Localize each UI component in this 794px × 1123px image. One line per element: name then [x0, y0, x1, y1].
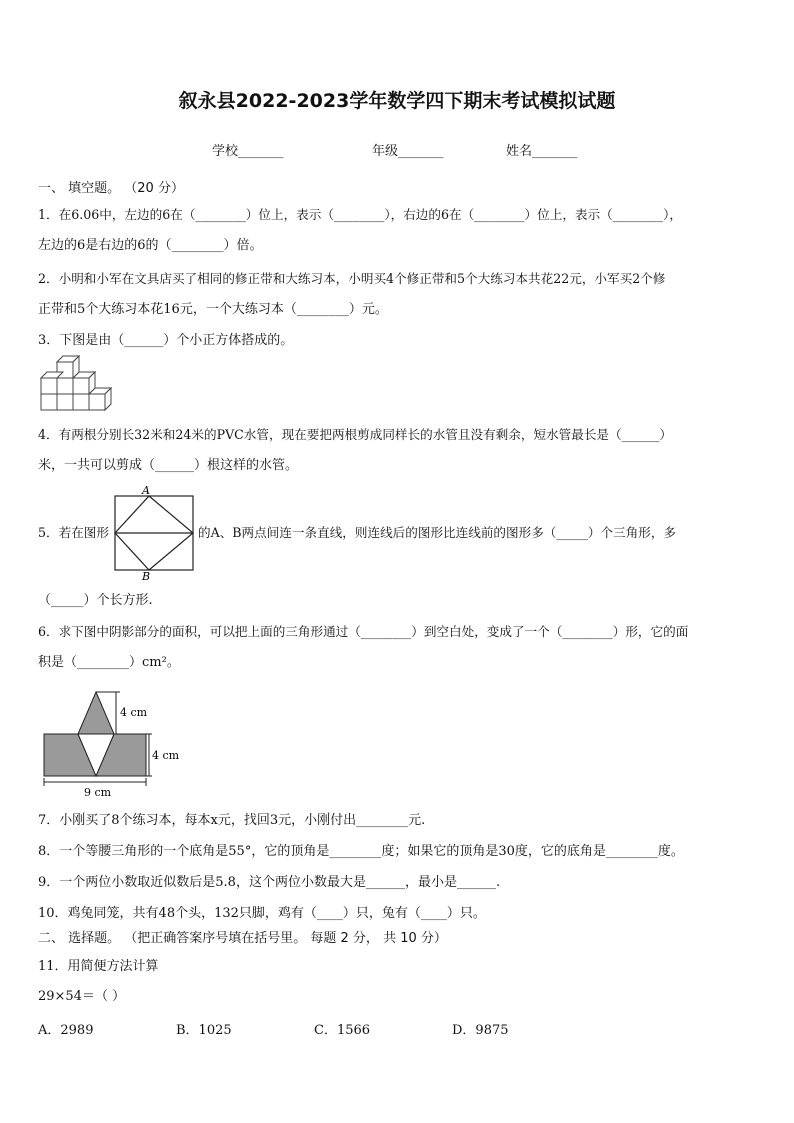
section-1-heading: 一、 填空题。 （20 分）: [38, 181, 184, 196]
question-2-line-2: 正带和5个大练习本花16元，一个大练习本（________）元。: [38, 302, 388, 317]
question-4-line-1: 4．有两根分别长32米和24米的PVC水管，现在要把两根剪成同样长的水管且没有剩余，短水管最长是（______）: [38, 427, 672, 442]
question-2-line-1: 2．小明和小军在文具店买了相同的修正带和大练习本，小明买4个修正带和5个大练习本共花22元，小军买2个修: [38, 271, 666, 286]
question-8: 8．一个等腰三角形的一个底角是55°，它的顶角是________度；如果它的顶角是30度，它的底角是________度。: [38, 844, 684, 859]
label-a: A: [142, 484, 150, 497]
question-3: 3．下图是由（______）个小正方体搭成的。: [38, 333, 294, 348]
question-1-line-1: 1．在6.06中，左边的6在（________）位上，表示（________），右边的6在（________）位上，表示（________），: [38, 207, 682, 222]
question-11-expression: 29×54＝（ ）: [38, 989, 126, 1004]
question-7: 7．小刚买了8个练习本，每本x元，找回3元，小刚付出________元.: [38, 813, 426, 828]
label-b: B: [142, 570, 151, 583]
question-1-line-2: 左边的6是右边的6的（________）倍。: [38, 238, 263, 253]
cube-stack-figure: [38, 358, 118, 418]
question-4-line-2: 米，一共可以剪成（______）根这样的水管。: [38, 458, 299, 473]
dim-side-label: 4 cm: [152, 749, 180, 762]
question-5-line-2: （_____）个长方形.: [38, 593, 153, 608]
section-2-heading: 二、 选择题。 （把正确答案序号填在括号里。 每题 2 分， 共 10 分）: [38, 931, 447, 946]
option-b[interactable]: B．1025: [176, 1023, 232, 1038]
question-6-line-1: 6．求下图中阴影部分的面积，可以把上面的三角形通过（________）到空白处，变成了一个（________）形，它的面: [38, 624, 689, 639]
dim-bottom-label: 9 cm: [84, 786, 112, 799]
dim-top-label: 4 cm: [120, 706, 148, 719]
question-5-prefix: 5．若在图形: [38, 525, 109, 540]
option-a[interactable]: A．2989: [38, 1023, 94, 1038]
option-d[interactable]: D．9875: [452, 1023, 509, 1038]
question-11-title: 11．用简便方法计算: [38, 959, 159, 974]
grade-field: 年级_______: [372, 144, 444, 159]
page-title: 叙永县2022-2023学年数学四下期末考试模拟试题: [178, 90, 616, 112]
question-5-suffix: 的A、B两点间连一条直线，则连线后的图形比连线前的图形多（_____）个三角形，多: [198, 525, 677, 540]
question-10: 10．鸡兔同笼，共有48个头，132只脚，鸡有（____）只，兔有（____）只。: [38, 906, 486, 921]
name-field: 姓名_______: [506, 144, 578, 159]
option-c[interactable]: C．1566: [314, 1023, 371, 1038]
question-9: 9．一个两位小数取近似数后是5.8，这个两位小数最大是______，最小是______.: [38, 875, 501, 890]
shaded-area-figure: [40, 688, 200, 800]
rectangle-rhombus-figure: [112, 482, 198, 582]
question-6-line-2: 积是（________）cm²。: [38, 655, 180, 670]
school-field: 学校_______: [212, 144, 284, 159]
